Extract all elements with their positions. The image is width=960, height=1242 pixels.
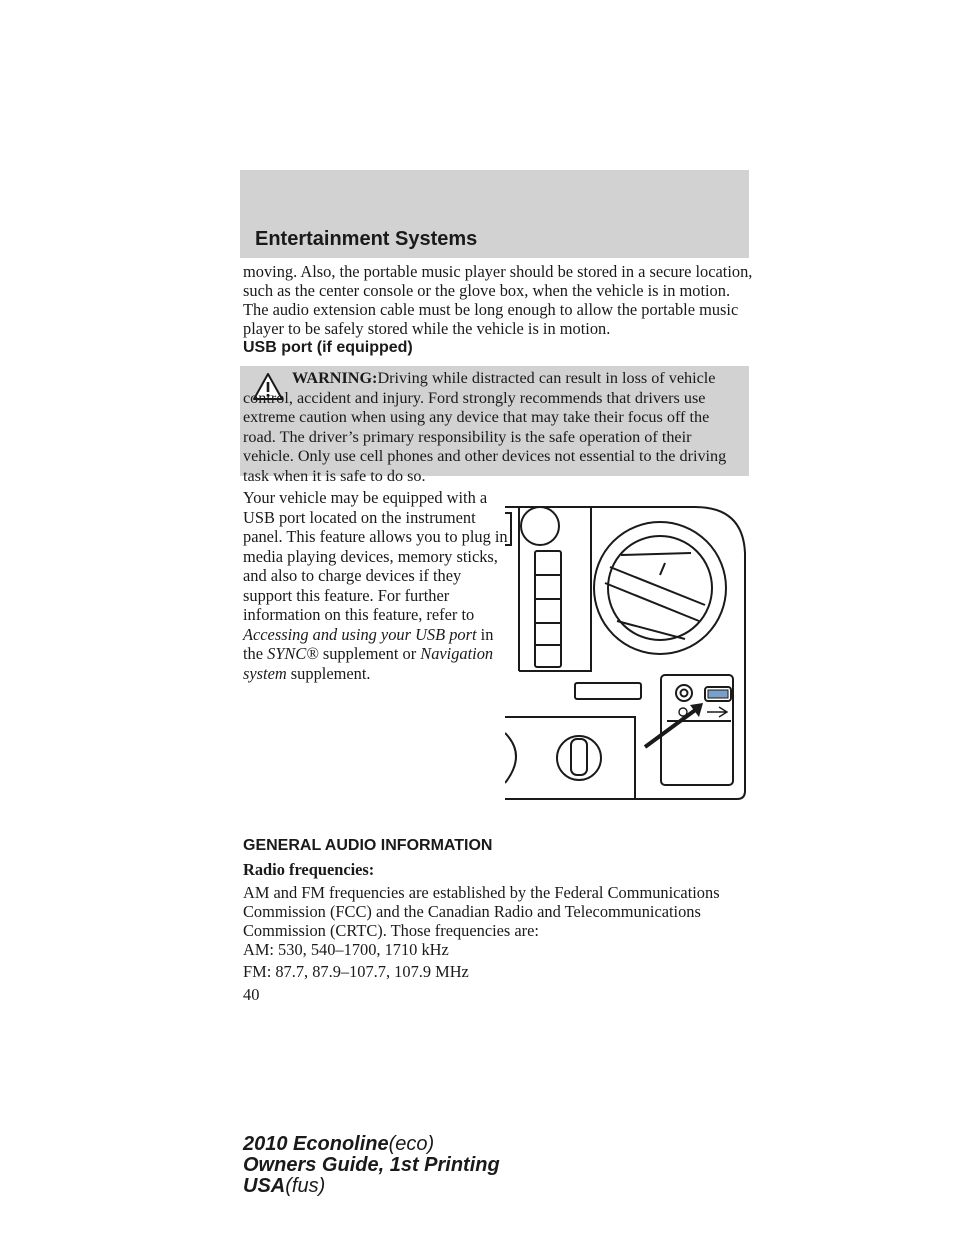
usb-port-heading: USB port (if equipped) bbox=[243, 339, 413, 356]
general-audio-heading: GENERAL AUDIO INFORMATION bbox=[243, 837, 493, 854]
footer-model-code: (eco) bbox=[388, 1133, 435, 1155]
footer-line-1 bbox=[243, 1134, 500, 1155]
usb-description bbox=[243, 488, 508, 683]
usb-ref-navigation: Navigation system bbox=[243, 644, 494, 683]
warning-body: Driving while distracted can result in loss of vehicle control, accident and injury. Ford strongly recommends that drivers use extreme caution when using any device that may take their focus off the road. The driver’s primary responsibility is the safe operation of their vehicle. Only use cell phones and other devices not essential to the driving task when it is safe to do so. bbox=[243, 369, 727, 485]
page-number: 40 bbox=[243, 985, 260, 1004]
radio-frequencies-heading: Radio frequencies: bbox=[243, 860, 375, 879]
usb-text-2: in the bbox=[243, 624, 494, 663]
am-frequencies: AM: 530, 540–1700, 1710 kHz bbox=[243, 940, 449, 959]
footer-market-code: (fus) bbox=[285, 1175, 326, 1197]
usb-ref-accessing: Accessing and using your USB port bbox=[243, 624, 477, 644]
usb-port-illustration bbox=[505, 493, 751, 803]
warning-label: WARNING: bbox=[292, 369, 378, 387]
footer-model: 2010 Econoline bbox=[243, 1133, 389, 1155]
paragraph-am-fm: AM and FM frequencies are established by the Federal Communications Commission (FCC) and the Canadian Radio and Telecommunications Commission (CRTC). Those frequencies are: bbox=[243, 883, 720, 940]
footer-market: USA bbox=[243, 1175, 286, 1197]
fm-frequencies: FM: 87.7, 87.9–107.7, 107.9 MHz bbox=[243, 962, 469, 981]
footer-line-2: Owners Guide, 1st Printing bbox=[243, 1154, 500, 1176]
usb-text-1: Your vehicle may be equipped with a USB port located on the instrument panel. This feature allows you to plug in media playing devices, memory sticks, and also to charge devices if they support this feature. For further information on this feature, refer to bbox=[243, 488, 508, 624]
paragraph-portable-player: moving. Also, the portable music player should be stored in a secure location, such as the center console or the glove box, when the vehicle is in motion. The audio extension cable must be long enough to allow the portable music player to be safely stored while the vehicle is in motion. bbox=[243, 262, 753, 338]
section-title: Entertainment Systems bbox=[255, 228, 478, 250]
usb-text-3: supplement or bbox=[318, 644, 421, 663]
footer-line-3 bbox=[243, 1176, 500, 1197]
footer bbox=[243, 1134, 500, 1197]
usb-ref-sync: SYNC® bbox=[267, 644, 319, 663]
warning-text bbox=[243, 369, 743, 486]
usb-text-4: supplement. bbox=[286, 663, 371, 683]
